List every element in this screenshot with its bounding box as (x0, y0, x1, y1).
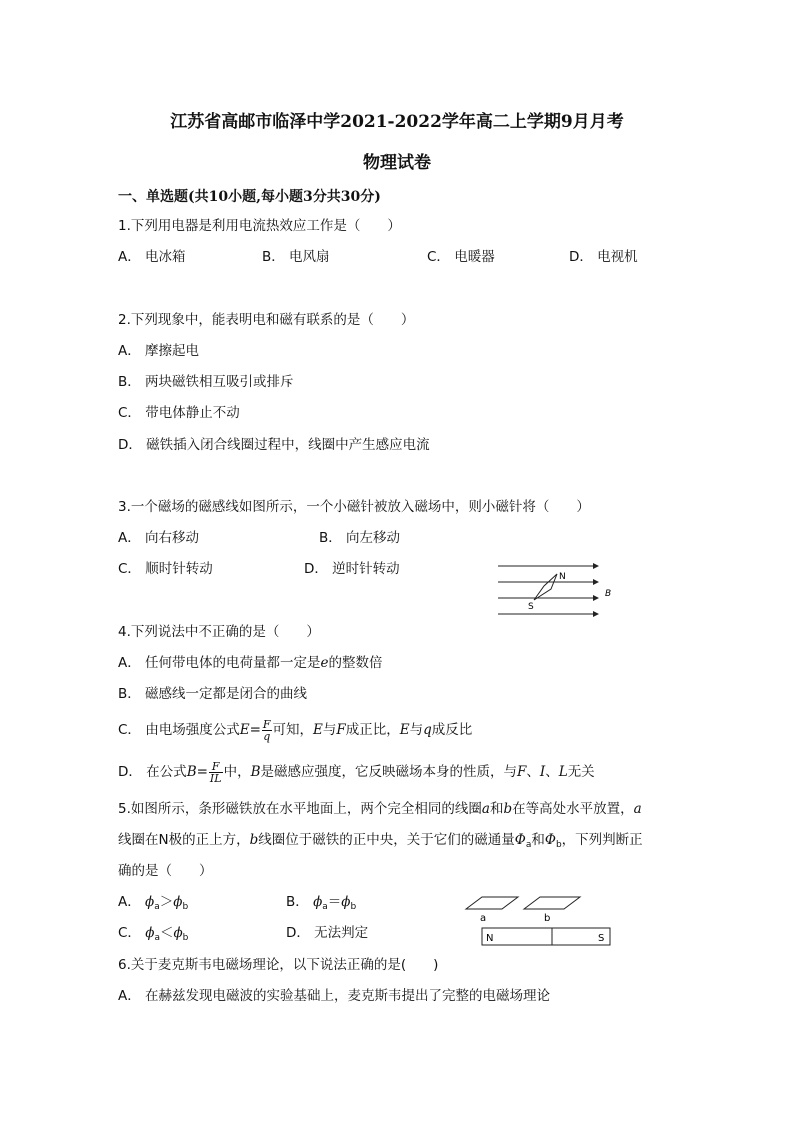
section-header: 一、单选题(共10小题,每小题3分共30分) (118, 189, 381, 205)
question-3-option-a: A． 向右移动 (118, 530, 200, 546)
fraction-f-over-q: $\frac{F}{q}$ (262, 717, 271, 743)
question-4-option-d: D． 在公式B= $\frac{F}{IL}$ 中，B是磁感应强度，它反映磁场本身的性质，与F、I、L无关 (118, 759, 595, 785)
question-5-option-b: B． $\phi_a=\phi_b$ (286, 894, 357, 912)
bar-magnet (482, 928, 610, 945)
question-5-option-a: A． $\phi_a>\phi_b$ (118, 894, 189, 912)
question-2-option-c: C． 带电体静止不动 (118, 405, 240, 421)
coil-a-label: a (480, 913, 487, 924)
fraction-f-over-il: $\frac{F}{IL}$ (209, 759, 222, 785)
compass-needle (534, 574, 557, 600)
field-b-label: B (605, 589, 612, 599)
question-5-stem-line-2: 线圈在N极的正上方，b线圈位于磁铁的正中央，关于它们的磁通量$\Phi_a$和$\Phi_b$，下列判断正 (118, 832, 643, 850)
document-title: 江苏省高邮市临泽中学2021-2022学年高二上学期9月月考 (170, 112, 624, 132)
question-6-option-a: A． 在赫兹发现电磁波的实验基础上，麦克斯韦提出了完整的电磁场理论 (118, 988, 551, 1004)
question-5-option-c: C． $\phi_a<\phi_b$ (118, 925, 189, 943)
magnet-north-label: N (486, 933, 494, 944)
needle-north-label: N (559, 572, 566, 582)
question-4-option-a: A． 任何带电体的电荷量都一定是e的整数倍 (118, 655, 383, 671)
question-2-option-d: D． 磁铁插入闭合线圈过程中，线圈中产生感应电流 (118, 437, 430, 453)
question-3-option-d: D． 逆时针转动 (304, 561, 400, 577)
needle-south-label: S (528, 602, 534, 612)
question-5-stem-line-3: 确的是（ ） (118, 863, 213, 879)
question-4-stem: 4.下列说法中不正确的是（ ） (118, 624, 320, 640)
question-4-option-c: C． 由电场强度公式E= $\frac{F}{q}$ 可知，E与F成正比，E与q成反比 (118, 717, 473, 743)
question-1-option-b: B． 电风扇 (262, 249, 330, 265)
question-5-option-d: D． 无法判定 (286, 925, 369, 941)
var-e: e (320, 655, 329, 671)
coil-b (524, 897, 580, 909)
question-6-stem: 6.关于麦克斯韦电磁场理论，以下说法正确的是( ) (118, 957, 439, 973)
question-1-option-a: A． 电冰箱 (118, 249, 186, 265)
document-subtitle: 物理试卷 (363, 153, 431, 173)
question-2-stem: 2.下列现象中，能表明电和磁有联系的是（ ） (118, 312, 415, 328)
question-4-option-b: B． 磁感线一定都是闭合的曲线 (118, 686, 308, 702)
question-1-option-d: D． 电视机 (569, 249, 638, 265)
question-1-stem: 1.下列用电器是利用电流热效应工作是（ ） (118, 218, 401, 234)
question-3-stem: 3.一个磁场的磁感线如图所示，一个小磁针被放入磁场中，则小磁针将（ ） (118, 499, 590, 515)
question-1-option-c: C． 电暖器 (427, 249, 495, 265)
question-3-option-b: B． 向左移动 (319, 530, 401, 546)
bar-magnet-figure (456, 893, 616, 949)
question-5-stem-line-1: 5.如图所示，条形磁铁放在水平地面上，两个完全相同的线圈a和b在等高处水平放置，a (118, 801, 642, 817)
coil-a (466, 897, 518, 909)
coil-b-label: b (544, 913, 551, 924)
magnetic-field-figure (494, 560, 624, 620)
question-2-option-b: B． 两块磁铁相互吸引或排斥 (118, 374, 294, 390)
question-2-option-a: A． 摩擦起电 (118, 343, 200, 359)
question-3-option-c: C． 顺时针转动 (118, 561, 213, 577)
magnet-south-label: S (598, 933, 605, 944)
